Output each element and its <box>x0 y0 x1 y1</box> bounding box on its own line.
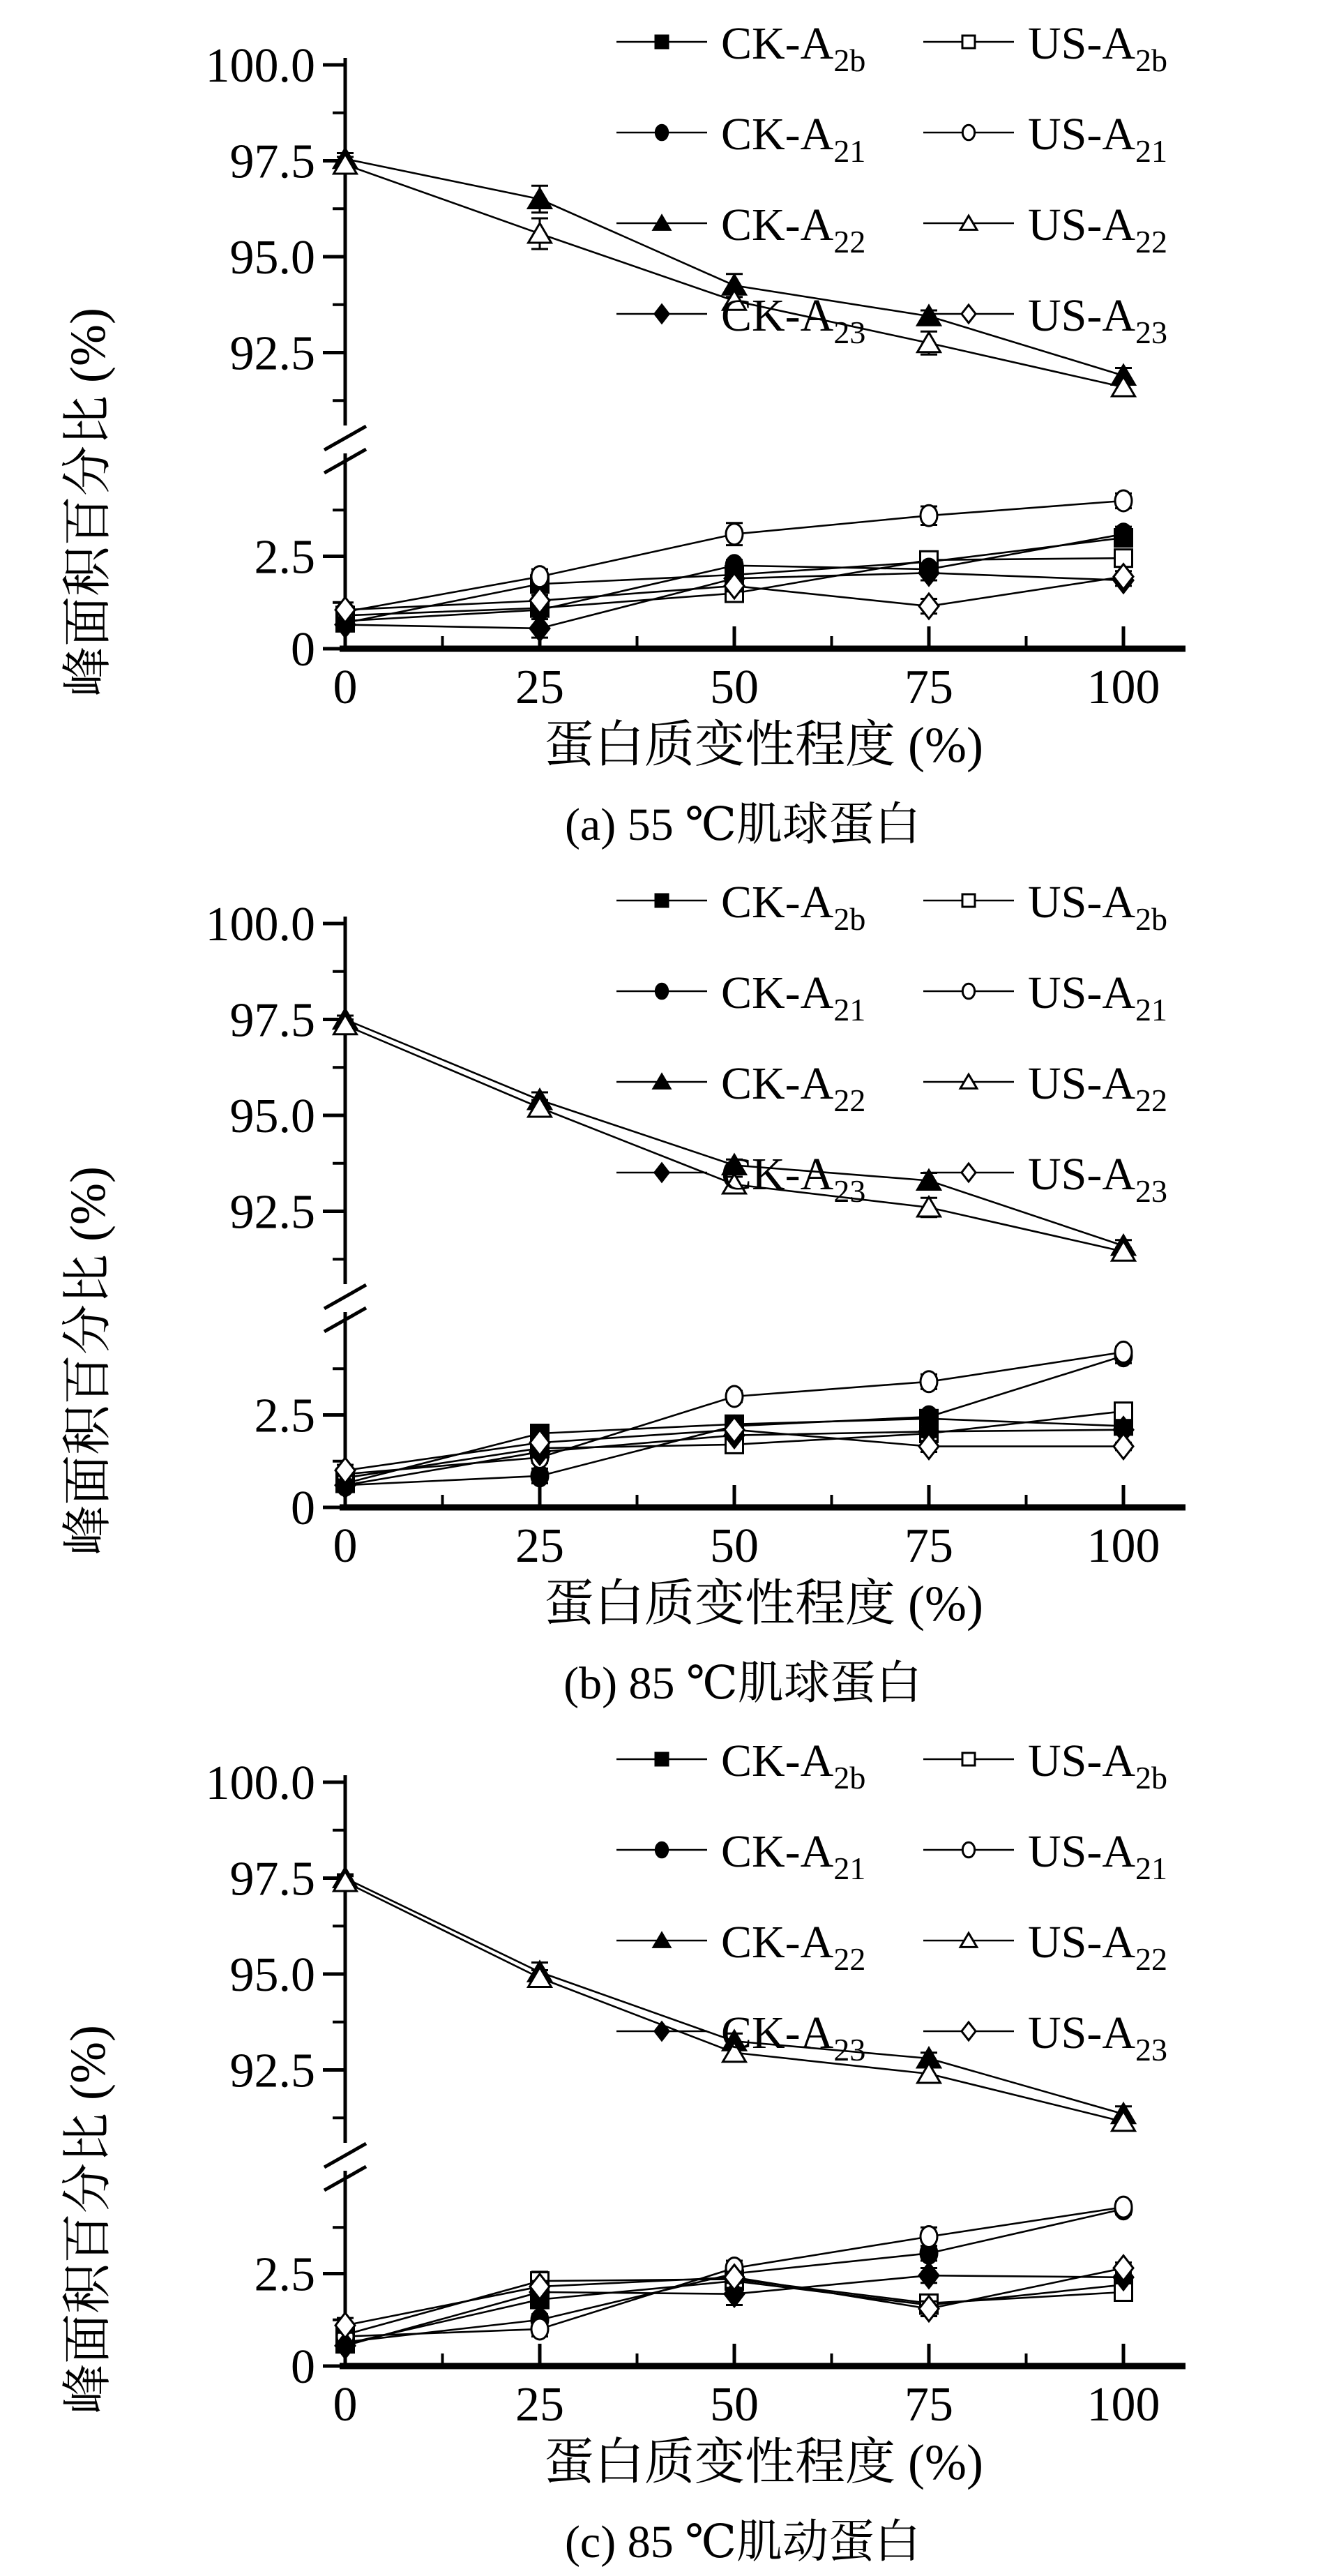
axis-labels <box>60 1756 1160 2568</box>
panel-c-figure <box>0 1717 1318 2576</box>
legend-label-prefix: US-A <box>1028 2008 1136 2058</box>
y-tick-label: 0 <box>291 623 315 677</box>
marker-triangle-US-A22-x25 <box>529 223 552 243</box>
legend-label-US-A21 <box>1028 967 1167 1027</box>
x-tick-label: 25 <box>515 1519 564 1573</box>
line-US-A21 <box>345 1352 1123 1474</box>
x-tick-label: 100 <box>1086 661 1160 714</box>
marker-diamond-US-A23-x75 <box>919 594 939 619</box>
line-CK-A22 <box>345 159 1123 376</box>
marker-triangle-US-A22-x75 <box>918 333 941 352</box>
legend-label-subscript: 22 <box>833 224 866 259</box>
x-tick-label: 25 <box>515 661 564 714</box>
legend-label-subscript: 23 <box>833 1173 866 1209</box>
legend-label-US-A2b <box>1028 1735 1167 1795</box>
legend-label-subscript: 2b <box>1135 43 1168 78</box>
axis-break-slash <box>324 1285 366 1309</box>
marker-circle-US-A21-x75 <box>921 505 937 526</box>
legend-label-subscript: 21 <box>1135 992 1168 1027</box>
x-tick-label: 0 <box>333 1519 358 1573</box>
y-tick-label: 100.0 <box>205 39 315 93</box>
y-tick-label: 95.0 <box>229 231 315 285</box>
legend-label-subscript: 22 <box>833 1941 866 1977</box>
marker-square-CK-A2b-legend <box>656 36 668 48</box>
x-tick-label: 50 <box>710 661 759 714</box>
x-tick-label: 0 <box>333 661 358 714</box>
marker-circle-US-A21-x75 <box>921 1371 937 1392</box>
legend-label-CK-A23 <box>721 290 865 350</box>
legend-label-prefix: US-A <box>1028 18 1136 69</box>
x-axis-title: 蛋白质变性程度 (%) <box>544 717 983 773</box>
axis-break-slash <box>324 2144 366 2167</box>
legend-label-prefix: US-A <box>1028 1058 1136 1109</box>
y-tick-label: 97.5 <box>229 1852 315 1906</box>
legend-label-subscript: 21 <box>833 992 866 1027</box>
legend-label-CK-A2b <box>721 18 865 78</box>
y-tick-label: 92.5 <box>229 2044 315 2098</box>
legend-label-subscript: 23 <box>833 315 866 350</box>
legend-label-CK-A21 <box>721 1826 865 1886</box>
legend-label-prefix: US-A <box>1028 290 1136 341</box>
legend-label-subscript: 2b <box>833 43 866 78</box>
axis-labels <box>60 898 1160 1709</box>
y-tick-label: 100.0 <box>205 898 315 951</box>
legend-label-US-A23 <box>1028 2008 1167 2067</box>
marker-diamond-CK-A23-legend <box>655 2022 669 2040</box>
legend-label-CK-A2b <box>721 1735 865 1795</box>
y-tick-label: 2.5 <box>254 2247 315 2302</box>
y-axis-title: 峰面积百分比 (%) <box>60 1166 116 1556</box>
legend-label-prefix: CK-A <box>721 967 834 1018</box>
legend-label-subscript: 21 <box>833 1851 866 1886</box>
series-US-A22 <box>334 1015 1135 1261</box>
axis-labels <box>60 39 1160 850</box>
legend-label-US-A22 <box>1028 1917 1167 1977</box>
y-tick-label: 95.0 <box>229 1948 315 2002</box>
legend-label-prefix: US-A <box>1028 199 1136 250</box>
x-axis-title: 蛋白质变性程度 (%) <box>544 2434 983 2490</box>
legend-label-prefix: US-A <box>1028 877 1136 928</box>
marker-diamond-US-A23-legend <box>962 1163 976 1182</box>
marker-square-CK-A2b-legend <box>656 1753 668 1765</box>
y-tick-label: 95.0 <box>229 1090 315 1143</box>
legend-label-prefix: CK-A <box>721 1917 834 1968</box>
y-tick-label: 0 <box>291 1482 315 1535</box>
legend-label-CK-A21 <box>721 109 865 169</box>
panel-b-85c-myosin <box>0 859 1318 1717</box>
legend-label-prefix: US-A <box>1028 1735 1136 1786</box>
legend-label-subscript: 23 <box>1135 1173 1168 1209</box>
legend-label-US-A23 <box>1028 1149 1167 1209</box>
legend-label-subscript: 22 <box>833 1083 866 1118</box>
legend-label-prefix: CK-A <box>721 2008 834 2058</box>
x-tick-label: 0 <box>333 2378 358 2432</box>
legend-label-subscript: 23 <box>833 2032 866 2067</box>
legend-label-subscript: 2b <box>833 1760 866 1795</box>
legend-label-subscript: 22 <box>1135 1083 1168 1118</box>
y-axis-title: 峰面积百分比 (%) <box>60 2025 116 2414</box>
y-axis-title: 峰面积百分比 (%) <box>60 308 116 697</box>
legend-label-prefix: CK-A <box>721 1149 834 1200</box>
legend-label-CK-A23 <box>721 1149 865 1209</box>
series-US-A22 <box>334 1871 1135 2131</box>
legend-label-subscript: 21 <box>1135 133 1168 169</box>
marker-diamond-CK-A23-legend <box>655 305 669 323</box>
y-tick-label: 100.0 <box>205 1756 315 1810</box>
legend-label-prefix: US-A <box>1028 1149 1136 1200</box>
marker-circle-US-A21-x100 <box>1115 490 1132 511</box>
legend-label-subscript: 21 <box>1135 1851 1168 1886</box>
legend-label-prefix: CK-A <box>721 199 834 250</box>
marker-diamond-US-A23-legend <box>962 2022 976 2040</box>
panel-a-55c-myosin <box>0 0 1318 859</box>
y-tick-label: 92.5 <box>229 1185 315 1240</box>
marker-diamond-CK-A23-legend <box>655 1163 669 1182</box>
legend-label-prefix: US-A <box>1028 109 1136 160</box>
marker-square-US-A2b-legend <box>962 36 975 48</box>
axis-break-slash <box>324 426 366 450</box>
marker-circle-CK-A21-x100 <box>1115 524 1132 545</box>
x-tick-label: 50 <box>710 2378 759 2432</box>
marker-diamond-CK-A23-x75 <box>919 2263 939 2288</box>
x-tick-label: 25 <box>515 2378 564 2432</box>
legend-label-prefix: CK-A <box>721 1058 834 1109</box>
marker-circle-US-A21-legend <box>962 125 974 140</box>
legend-label-US-A2b <box>1028 18 1167 78</box>
series-CK-A22 <box>334 1009 1135 1256</box>
legend-label-subscript: 23 <box>1135 315 1168 350</box>
marker-square-US-A2b-legend <box>962 894 975 907</box>
legend-label-subscript: 22 <box>1135 224 1168 259</box>
x-tick-label: 75 <box>904 1519 953 1573</box>
series-CK-A22 <box>334 149 1135 385</box>
panel-caption: (a) 55 ℃肌球蛋白 <box>564 799 921 850</box>
legend-label-prefix: CK-A <box>721 18 834 69</box>
legend-label-subscript: 21 <box>833 133 866 169</box>
line-CK-A22 <box>345 1878 1123 2114</box>
marker-circle-US-A21-x100 <box>1115 1341 1132 1362</box>
marker-circle-US-A21-legend <box>962 984 974 999</box>
marker-circle-CK-A21-legend <box>656 984 667 999</box>
legend <box>616 18 1167 350</box>
y-tick-label: 97.5 <box>229 135 315 189</box>
legend-label-CK-A21 <box>721 967 865 1027</box>
panel-a-figure <box>0 0 1318 859</box>
series-US-A23 <box>335 564 1133 623</box>
legend-label-US-A2b <box>1028 877 1167 937</box>
y-tick-label: 2.5 <box>254 1389 315 1443</box>
legend-label-prefix: US-A <box>1028 1826 1136 1877</box>
marker-square-US-A2b-legend <box>962 1753 975 1765</box>
marker-circle-US-A21-x50 <box>726 524 743 545</box>
panel-caption: (c) 85 ℃肌动蛋白 <box>564 2517 921 2568</box>
y-tick-label: 2.5 <box>254 530 315 585</box>
x-tick-label: 100 <box>1086 1519 1160 1573</box>
x-axis-title: 蛋白质变性程度 (%) <box>544 1576 983 1632</box>
line-CK-A22 <box>345 1020 1123 1246</box>
x-tick-label: 50 <box>710 1519 759 1573</box>
panel-c-85c-actin <box>0 1717 1318 2576</box>
y-tick-label: 0 <box>291 2340 315 2394</box>
marker-circle-US-A21-x75 <box>921 2227 937 2247</box>
legend-label-subscript: 22 <box>1135 1941 1168 1977</box>
marker-square-CK-A2b-legend <box>656 894 668 907</box>
legend-label-subscript: 23 <box>1135 2032 1168 2067</box>
legend-label-prefix: CK-A <box>721 109 834 160</box>
x-tick-label: 100 <box>1086 2378 1160 2432</box>
marker-circle-US-A21-x25 <box>531 2319 548 2340</box>
legend-label-subscript: 2b <box>1135 901 1168 937</box>
legend-label-subscript: 2b <box>1135 1760 1168 1795</box>
x-tick-label: 75 <box>904 661 953 714</box>
legend-label-prefix: US-A <box>1028 1917 1136 1968</box>
legend-label-US-A21 <box>1028 109 1167 169</box>
y-tick-label: 92.5 <box>229 326 315 381</box>
legend-label-US-A22 <box>1028 199 1167 259</box>
legend-label-prefix: CK-A <box>721 1826 834 1877</box>
legend-label-CK-A22 <box>721 199 865 259</box>
legend-label-prefix: CK-A <box>721 290 834 341</box>
legend-label-US-A22 <box>1028 1058 1167 1118</box>
legend-label-CK-A2b <box>721 877 865 937</box>
marker-circle-US-A21-x100 <box>1115 2197 1132 2217</box>
legend-label-prefix: CK-A <box>721 1735 834 1786</box>
series-US-A21 <box>337 1341 1132 1484</box>
legend-label-CK-A22 <box>721 1058 865 1118</box>
legend <box>616 877 1167 1209</box>
marker-circle-US-A21-x50 <box>726 1386 743 1407</box>
series-CK-A22 <box>334 1868 1135 2123</box>
legend <box>616 1735 1167 2067</box>
marker-circle-CK-A21-legend <box>656 1842 667 1858</box>
panel-b-figure <box>0 859 1318 1717</box>
legend-label-subscript: 2b <box>833 901 866 937</box>
y-tick-label: 97.5 <box>229 993 315 1048</box>
marker-diamond-US-A23-x100 <box>1114 1434 1133 1459</box>
legend-label-prefix: US-A <box>1028 967 1136 1018</box>
legend-label-US-A23 <box>1028 290 1167 350</box>
x-tick-label: 75 <box>904 2378 953 2432</box>
marker-diamond-US-A23-legend <box>962 305 976 323</box>
panel-caption: (b) 85 ℃肌球蛋白 <box>563 1658 922 1709</box>
legend-label-US-A21 <box>1028 1826 1167 1886</box>
legend-label-prefix: CK-A <box>721 877 834 928</box>
marker-triangle-CK-A22-x25 <box>529 189 552 209</box>
marker-circle-CK-A21-legend <box>656 125 667 140</box>
marker-circle-US-A21-legend <box>962 1842 974 1858</box>
legend-label-CK-A22 <box>721 1917 865 1977</box>
marker-circle-US-A21-x25 <box>531 566 548 587</box>
